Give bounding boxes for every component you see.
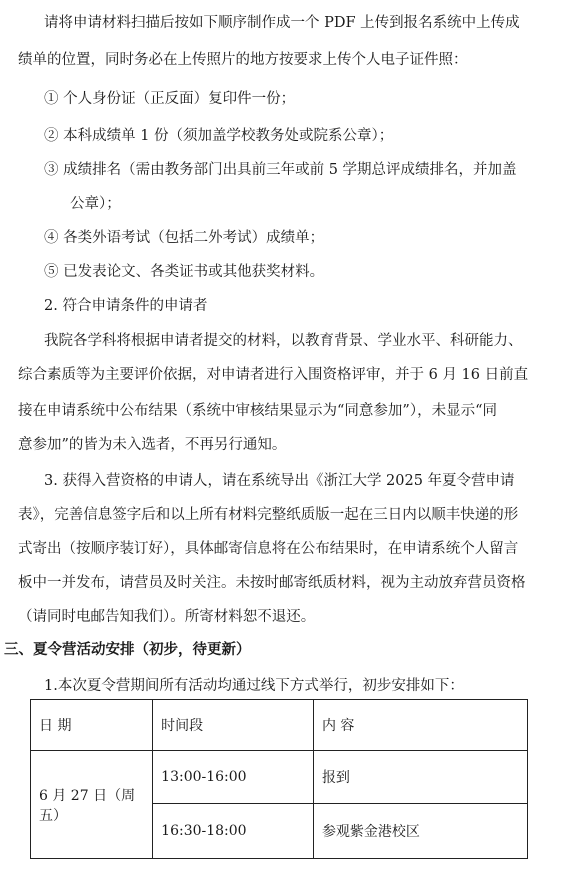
section-2-line-3: 接在申请系统中公布结果（系统中审核结果显示为“同意参加”），未显示“同 — [18, 403, 497, 419]
cell-content: 参观紫金港校区 — [313, 804, 527, 859]
cell-time: 16:30-18:00 — [153, 804, 314, 859]
cell-time: 13:00-16:00 — [153, 751, 314, 804]
cell-content: 报到 — [313, 751, 527, 804]
table-header-row — [31, 700, 528, 751]
schedule-table — [30, 699, 528, 859]
header-date: 日 期 — [31, 700, 153, 751]
section-3-line-5: （请同时电邮告知我们）。所寄材料恕不退还。 — [18, 609, 316, 625]
schedule-intro: 1.本次夏令营期间所有活动均通过线下方式举行，初步安排如下： — [44, 678, 464, 694]
section-2-line-1: 我院各学科将根据申请者提交的材料，以教育背景、学业水平、科研能力、 — [44, 333, 523, 349]
list-item-id-card: ① 个人身份证（正反面）复印件一份； — [44, 91, 296, 107]
header-time-slot: 时间段 — [153, 700, 314, 751]
section-3-line-1: 3. 获得入营资格的申请人，请在系统导出《浙江大学 2025 年夏令营申请 — [44, 473, 515, 489]
section-2-line-4: 意参加”的皆为未入选者，不再另行通知。 — [18, 437, 287, 453]
section-2-line-2: 综合素质等为主要评价依据，对申请者进行入围资格评审，并于 6 月 16 日前直 — [18, 367, 529, 383]
list-item-language-scores: ④ 各类外语考试（包括二外考试）成绩单； — [44, 230, 325, 246]
list-item-papers-certificates: ⑤ 已发表论文、各类证书或其他获奖材料。 — [44, 264, 325, 280]
section-2-title: 2. 符合申请条件的申请者 — [44, 298, 208, 314]
intro-paragraph-line-1: 请将申请材料扫描后按如下顺序制作成一个 PDF 上传到报名系统中上传成 — [44, 15, 520, 31]
heading-camp-schedule: 三、夏令营活动安排（初步，待更新） — [4, 642, 251, 658]
list-item-ranking-line-1: ③ 成绩排名（需由教务部门出具前三年或前 5 学期总评成绩排名，并加盖 — [44, 162, 517, 178]
header-content: 内 容 — [313, 700, 527, 751]
section-3-line-2: 表》，完善信息签字后和以上所有材料完整纸质版一起在三日内以顺丰快递的形 — [18, 507, 519, 523]
section-3-line-4: 板中一并发布，请营员及时关注。未按时邮寄纸质材料，视为主动放弃营员资格 — [18, 575, 526, 591]
cell-date: 6 月 27 日（周五） — [31, 751, 153, 859]
intro-paragraph-line-2: 绩单的位置，同时务必在上传照片的地方按要求上传个人电子证件照： — [18, 52, 468, 68]
list-item-ranking-line-2: 公章）； — [70, 196, 121, 212]
section-3-line-3: 式寄出（按顺序装订好），具体邮寄信息将在公布结果时，在申请系统个人留言 — [18, 541, 519, 557]
table-row — [31, 751, 528, 804]
list-item-transcript: ② 本科成绩单 1 份（须加盖学校教务处或院系公章）； — [44, 128, 394, 144]
